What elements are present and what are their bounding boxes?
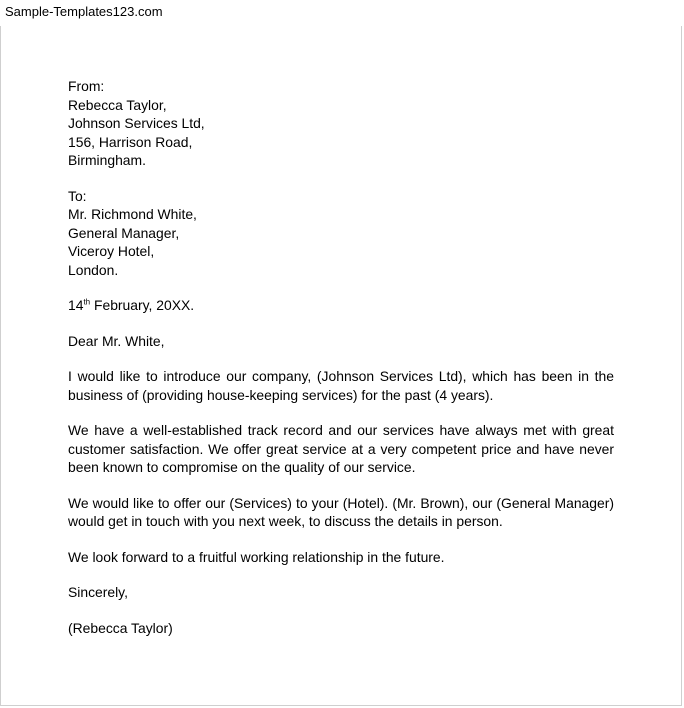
sender-city: Birmingham. xyxy=(68,152,146,168)
date-suffix: th xyxy=(83,297,91,307)
recipient-title: General Manager, xyxy=(68,224,180,241)
sender-street: 156, Harrison Road, xyxy=(68,133,193,150)
recipient-city: London. xyxy=(68,261,119,278)
recipient-company: Viceroy Hotel, xyxy=(68,243,155,259)
site-watermark: Sample-Templates123.com xyxy=(5,4,163,19)
closing: Sincerely, xyxy=(68,584,128,600)
signature: (Rebecca Taylor) xyxy=(68,619,173,636)
date-rest: February, 20XX. xyxy=(90,297,195,313)
sender-company: Johnson Services Ltd, xyxy=(68,115,205,131)
to-label: To: xyxy=(68,187,87,204)
letter-body xyxy=(68,77,614,654)
date-day: 14 xyxy=(68,297,84,313)
letter-date xyxy=(68,296,614,315)
paragraph-offer: We would like to offer our (Services) to your (Hotel). (Mr. Brown), our (General Manager) would get in touch with you next week, to discuss the details in person. xyxy=(68,494,614,529)
paragraph-track-record: We have a well-established track record and our services have always met with great customer satisfaction. We offer great service at a very competent price and have never been known to compromise on the quality of our service. xyxy=(68,422,614,475)
paragraph-introduction: I would like to introduce our company, (Johnson Services Ltd), which has been in the business of (providing house-keeping services) for the past (4 years). xyxy=(68,368,614,403)
sender-name: Rebecca Taylor, xyxy=(68,96,167,113)
from-label: From: xyxy=(68,78,105,94)
sender-address xyxy=(68,77,614,170)
salutation: Dear Mr. White, xyxy=(68,332,165,349)
recipient-address xyxy=(68,187,614,280)
paragraph-closing-remark: We look forward to a fruitful working relationship in the future. xyxy=(68,548,445,565)
recipient-name: Mr. Richmond White, xyxy=(68,206,197,222)
